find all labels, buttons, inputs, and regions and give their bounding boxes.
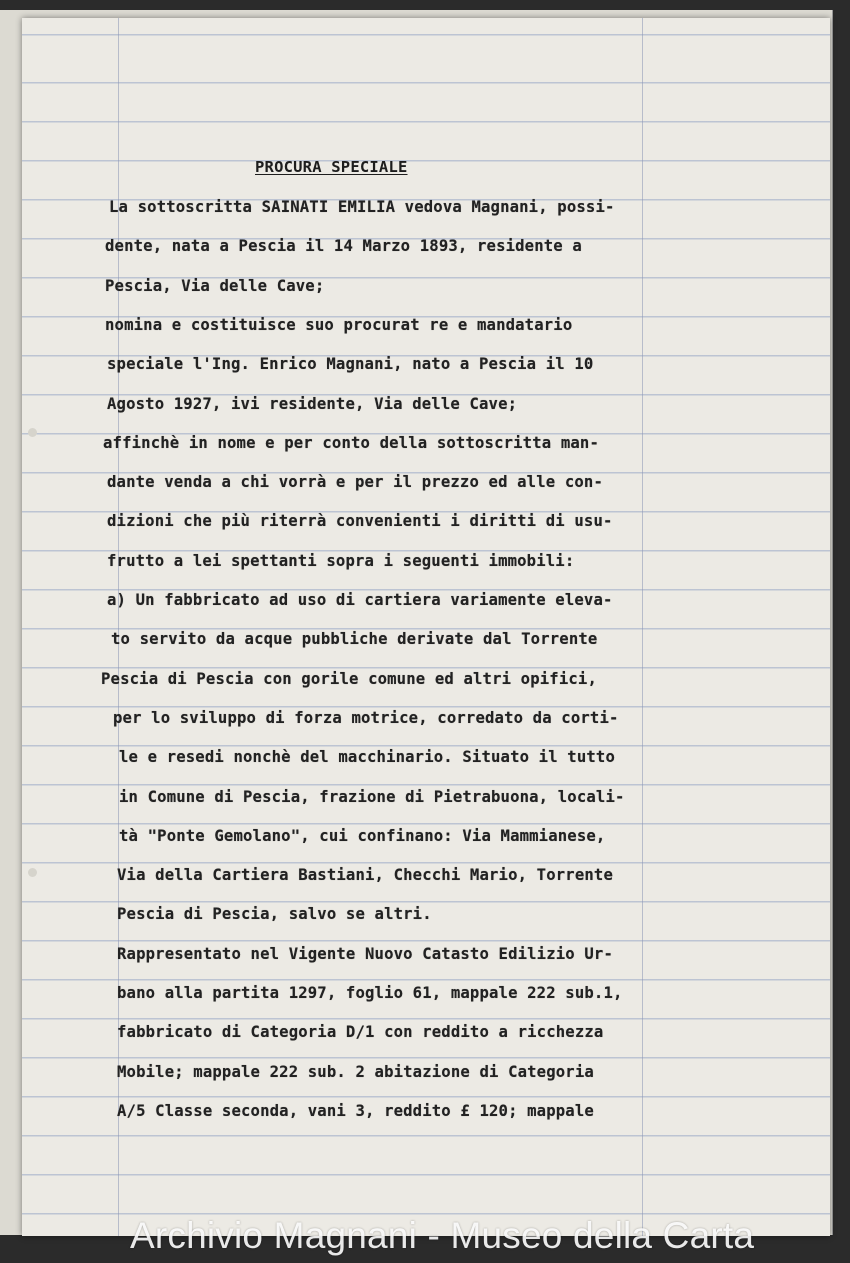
- archive-watermark: Archivio Magnani - Museo della Carta: [130, 1215, 755, 1256]
- document-line: bano alla partita 1297, foglio 61, mappale 222 sub.1,: [117, 984, 623, 1002]
- document-line: Pescia di Pescia, salvo se altri.: [117, 905, 432, 924]
- right-margin-rule: [642, 18, 643, 1236]
- document-line: to servito da acque pubbliche derivate dal Torrente: [111, 630, 598, 649]
- document-line: speciale l'Ing. Enrico Magnani, nato a Pescia il 10: [107, 355, 594, 374]
- document-line: a) Un fabbricato ad uso di cartiera variamente eleva-: [107, 591, 613, 609]
- document-line: per lo sviluppo di forza motrice, corredato da corti-: [113, 708, 619, 727]
- document-line: fabbricato di Categoria D/1 con reddito a ricchezza: [117, 1023, 604, 1042]
- document-line: dante venda a chi vorrà e per il prezzo ed alle con-: [107, 473, 603, 492]
- document-line: in Comune di Pescia, frazione di Pietrabuona, locali-: [119, 787, 625, 806]
- paper-speck: [28, 428, 37, 437]
- document-line: A/5 Classe seconda, vani 3, reddito £ 120; mappale: [117, 1101, 594, 1120]
- document-line: affinchè in nome e per conto della sottoscritta man-: [103, 433, 599, 452]
- document-line: Via della Cartiera Bastiani, Checchi Mario, Torrente: [117, 866, 613, 885]
- document-line: Pescia, Via delle Cave;: [105, 276, 325, 295]
- document-line: Rappresentato nel Vigente Nuovo Catasto Edilizio Ur-: [117, 944, 613, 963]
- document-line: Agosto 1927, ivi residente, Via delle Cave;: [107, 394, 518, 413]
- document-title: PROCURA SPECIALE: [255, 158, 408, 176]
- document-line: La sottoscritta SAINATI EMILIA vedova Magnani, possi-: [109, 198, 615, 216]
- document-line: Mobile; mappale 222 sub. 2 abitazione di Categoria: [117, 1062, 594, 1081]
- document-line: le e resedi nonchè del macchinario. Situato il tutto: [119, 748, 615, 767]
- document-line: dente, nata a Pescia il 14 Marzo 1893, residente a: [105, 237, 582, 256]
- document-line: dizioni che più riterrà convenienti i diritti di usu-: [107, 512, 613, 531]
- paper-speck: [28, 868, 37, 877]
- document-line: nomina e costituisce suo procurat re e mandatario: [105, 315, 573, 334]
- document-line: frutto a lei spettanti sopra i seguenti immobili:: [107, 551, 575, 570]
- document-line: tà "Ponte Gemolano", cui confinano: Via Mammianese,: [119, 826, 606, 845]
- document-line: Pescia di Pescia con gorile comune ed altri opifici,: [101, 669, 597, 688]
